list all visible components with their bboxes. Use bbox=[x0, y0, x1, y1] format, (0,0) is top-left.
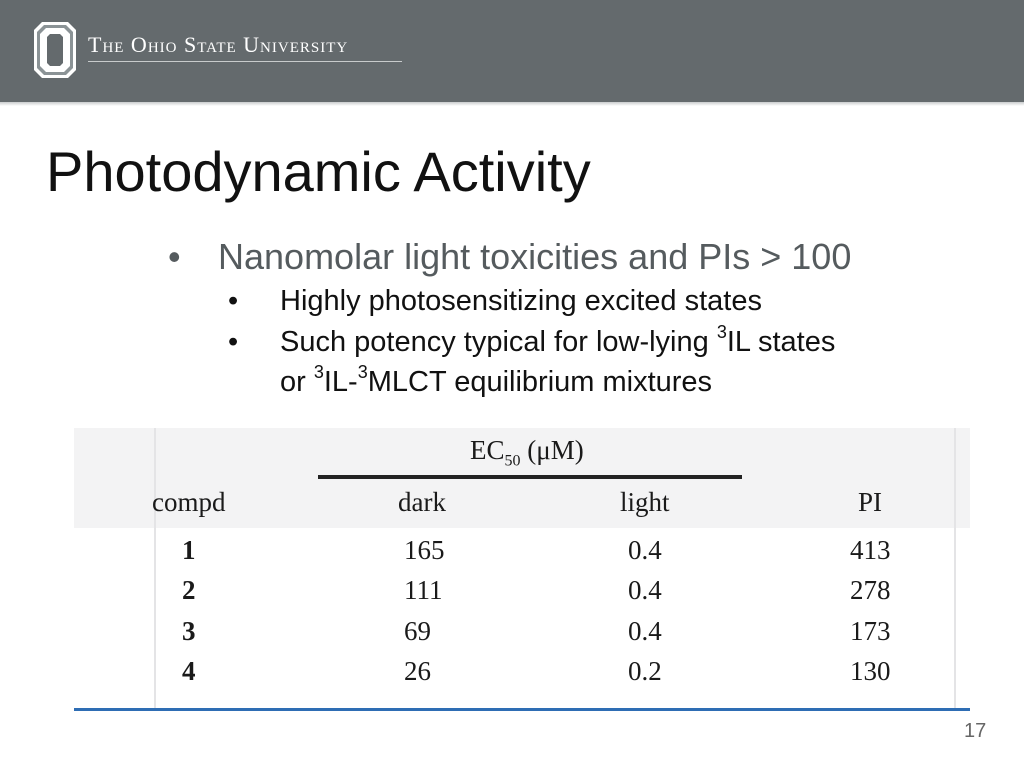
bullet-text: Highly photosensitizing excited states bbox=[280, 285, 762, 317]
table-cell: 413 bbox=[850, 535, 891, 565]
table-cell: 0.2 bbox=[628, 656, 662, 686]
ohio-state-logo-icon bbox=[34, 22, 76, 78]
table-cell: 0.4 bbox=[628, 535, 662, 565]
bullet-level1 bbox=[168, 236, 851, 278]
group-header-subscript: 50 bbox=[504, 452, 521, 470]
table-cell: 1 bbox=[182, 535, 196, 565]
bullet-level2 bbox=[228, 322, 835, 362]
table-cell: 165 bbox=[404, 535, 445, 565]
bullet-text: MLCT equilibrium mixtures bbox=[367, 366, 713, 398]
table-cell: 173 bbox=[850, 616, 891, 646]
table-column-rule bbox=[154, 428, 156, 710]
table-column-header: PI bbox=[858, 487, 883, 517]
table-cell: 130 bbox=[850, 656, 891, 686]
table-cell: 4 bbox=[182, 656, 196, 686]
table-cell: 26 bbox=[404, 656, 431, 686]
superscript: 3 bbox=[313, 362, 324, 383]
bullet-symbol: • bbox=[228, 285, 239, 317]
table-cell: 278 bbox=[850, 575, 891, 605]
table-bottom-rule bbox=[74, 708, 970, 711]
table-group-rule bbox=[318, 475, 742, 479]
bullet-symbol: • bbox=[228, 326, 239, 358]
group-header-unit: (μM) bbox=[520, 435, 584, 465]
group-header-text: EC bbox=[470, 435, 505, 465]
table-column-header: light bbox=[620, 487, 670, 517]
superscript: 3 bbox=[357, 362, 368, 383]
slide-title: Photodynamic Activity bbox=[46, 140, 591, 203]
table-column-rule bbox=[954, 428, 956, 710]
bullet-text: IL states bbox=[726, 326, 836, 358]
bullet-text: or bbox=[280, 366, 314, 398]
table-cell: 2 bbox=[182, 575, 196, 605]
table-cell: 69 bbox=[404, 616, 431, 646]
bullet-text: IL- bbox=[323, 366, 358, 398]
table-cell: 3 bbox=[182, 616, 196, 646]
university-name: The Ohio State University bbox=[88, 32, 349, 57]
table-cell: 0.4 bbox=[628, 616, 662, 646]
university-underline bbox=[88, 61, 402, 62]
table-cell: 0.4 bbox=[628, 575, 662, 605]
superscript: 3 bbox=[716, 322, 727, 343]
bullet-continuation bbox=[280, 362, 712, 402]
table-group-header bbox=[470, 434, 584, 477]
page-number: 17 bbox=[964, 720, 987, 742]
table-column-header: dark bbox=[398, 487, 446, 517]
header-shadow bbox=[0, 102, 1024, 106]
bullet-text: Nanomolar light toxicities and PIs > 100 bbox=[218, 236, 852, 277]
bullet-text: Such potency typical for low-lying bbox=[280, 326, 717, 358]
table-cell: 111 bbox=[404, 575, 443, 605]
bullet-symbol: • bbox=[168, 236, 181, 277]
ec50-table bbox=[74, 428, 970, 714]
bullet-level2 bbox=[228, 281, 762, 321]
table-column-header: compd bbox=[152, 487, 226, 517]
